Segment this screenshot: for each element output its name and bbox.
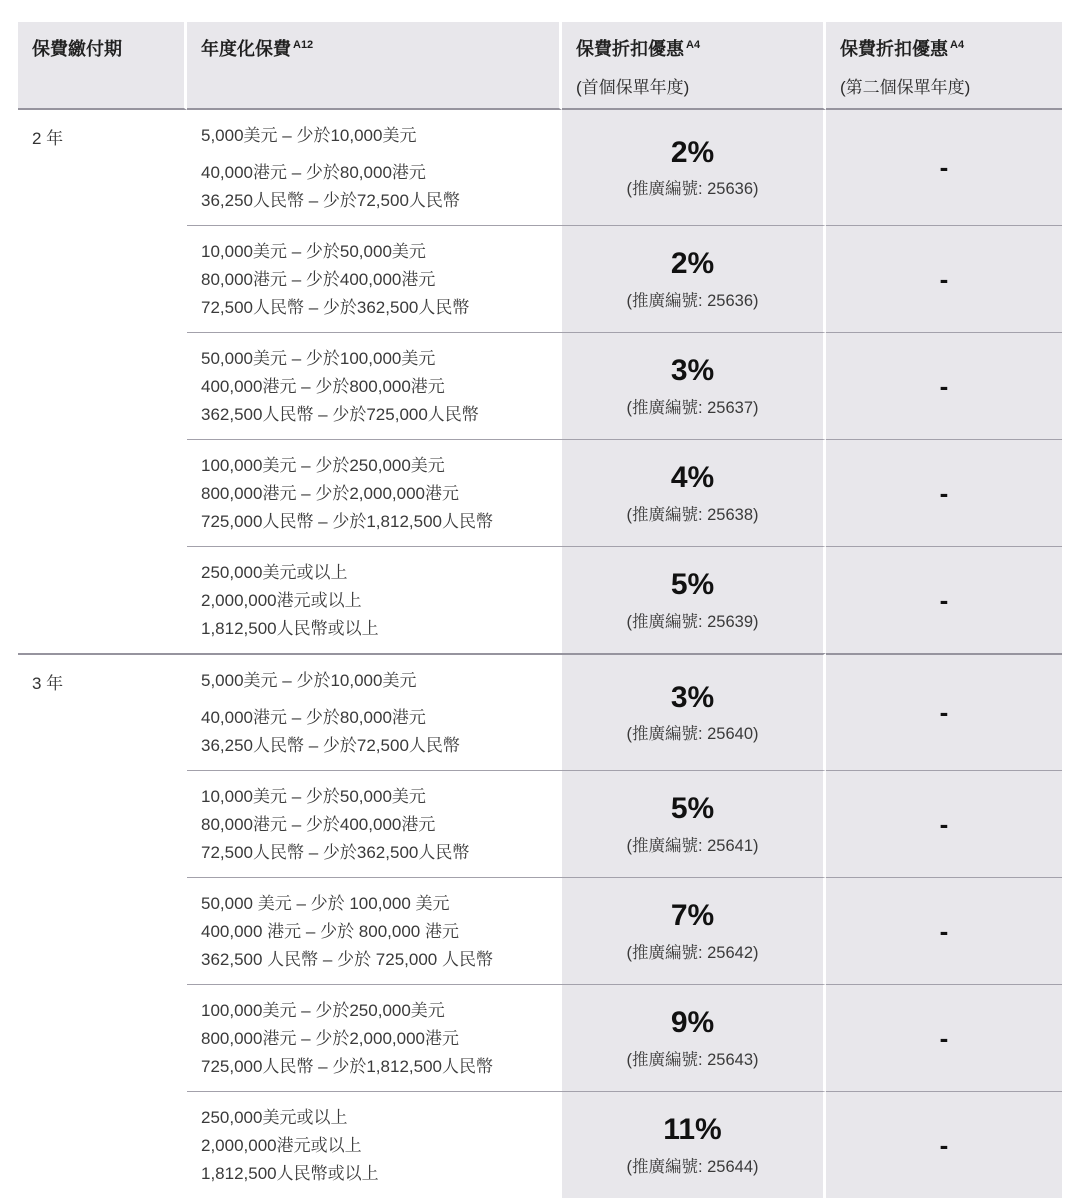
annualized-premium-cell <box>187 984 562 1091</box>
discount-percentage: 2% <box>670 135 715 169</box>
discount-percentage: 5% <box>670 792 715 826</box>
premium-range-line: 362,500人民幣 – 少於725,000人民幣 <box>201 405 479 424</box>
premium-range-line: 50,000美元 – 少於100,000美元 <box>201 349 436 368</box>
promo-code-label: (推廣編號: 25637) <box>626 398 759 417</box>
header-label <box>201 35 553 61</box>
premium-range-line: 250,000美元或以上 <box>201 1108 348 1127</box>
header-discount-second-year <box>826 22 1062 110</box>
second-year-discount-cell <box>826 770 1062 877</box>
discount-percentage: 5% <box>670 568 715 602</box>
first-year-discount-cell <box>562 653 826 770</box>
premium-range-line: 2,000,000港元或以上 <box>201 591 362 610</box>
first-year-discount-cell <box>562 770 826 877</box>
second-year-discount-cell <box>826 439 1062 546</box>
annualized-premium-cell <box>187 1091 562 1198</box>
discount-percentage: 7% <box>670 899 715 933</box>
no-discount-dash: - <box>939 584 949 615</box>
annualized-premium-cell <box>187 332 562 439</box>
annualized-premium-cell <box>187 653 562 770</box>
no-discount-dash: - <box>939 697 949 727</box>
discount-percentage: 3% <box>670 354 715 388</box>
annualized-premium-cell <box>187 439 562 546</box>
first-year-discount-cell <box>562 225 826 332</box>
premium-range-line: 40,000港元 – 少於80,000港元 <box>201 708 426 727</box>
premium-range-line: 80,000港元 – 少於400,000港元 <box>201 815 436 834</box>
annualized-premium-cell <box>187 110 562 225</box>
premium-range-line: 80,000港元 – 少於400,000港元 <box>201 270 436 289</box>
header-premium-payment-period <box>18 22 187 110</box>
header-sublabel: (第二個保單年度) <box>840 78 971 97</box>
footnote-ref-a4: A4 <box>686 39 701 51</box>
promo-code-label: (推廣編號: 25642) <box>626 943 759 962</box>
header-label <box>32 35 178 61</box>
first-year-discount-cell <box>562 332 826 439</box>
annualized-premium-cell <box>187 225 562 332</box>
first-year-discount-cell <box>562 546 826 653</box>
promo-code-label: (推廣編號: 25639) <box>626 612 759 631</box>
header-annualized-premium <box>187 22 562 110</box>
first-year-discount-cell <box>562 984 826 1091</box>
discount-percentage: 11% <box>663 1113 722 1147</box>
premium-payment-period-cell: 3 年 <box>18 653 187 1198</box>
premium-range-line: 725,000人民幣 – 少於1,812,500人民幣 <box>201 1057 493 1076</box>
no-discount-dash: - <box>939 263 949 294</box>
premium-range-line: 50,000 美元 – 少於 100,000 美元 <box>201 894 450 913</box>
premium-range-line: 72,500人民幣 – 少於362,500人民幣 <box>201 843 470 862</box>
no-discount-dash: - <box>939 1129 949 1160</box>
first-year-discount-cell <box>562 1091 826 1198</box>
premium-payment-period-cell: 2 年 <box>18 110 187 653</box>
promo-code-label: (推廣編號: 25641) <box>626 836 759 855</box>
premium-range-line: 400,000 港元 – 少於 800,000 港元 <box>201 922 459 941</box>
discount-percentage: 4% <box>670 461 715 495</box>
no-discount-dash: - <box>939 808 949 839</box>
premium-range-line: 5,000美元 – 少於10,000美元 <box>201 126 417 145</box>
header-label <box>576 35 817 61</box>
first-year-discount-cell <box>562 110 826 225</box>
second-year-discount-cell <box>826 546 1062 653</box>
no-discount-dash: - <box>939 152 949 182</box>
promo-code-label: (推廣編號: 25636) <box>626 291 759 310</box>
promo-code-label: (推廣編號: 25643) <box>626 1050 759 1069</box>
header-label-text: 保費折扣優惠 <box>840 39 948 59</box>
premium-range-line: 1,812,500人民幣或以上 <box>201 1164 379 1183</box>
premium-range-line: 725,000人民幣 – 少於1,812,500人民幣 <box>201 512 493 531</box>
second-year-discount-cell <box>826 1091 1062 1198</box>
table-row <box>18 110 1062 225</box>
promo-code-label: (推廣編號: 25644) <box>626 1157 759 1176</box>
header-label-text: 保費折扣優惠 <box>576 39 684 59</box>
premium-range-line: 72,500人民幣 – 少於362,500人民幣 <box>201 298 470 317</box>
annualized-premium-cell <box>187 546 562 653</box>
premium-range-line: 36,250人民幣 – 少於72,500人民幣 <box>201 736 460 755</box>
header-label-text: 年度化保費 <box>201 39 291 59</box>
premium-range-line: 2,000,000港元或以上 <box>201 1136 362 1155</box>
annualized-premium-cell <box>187 877 562 984</box>
no-discount-dash: - <box>939 477 949 508</box>
premium-range-line: 800,000港元 – 少於2,000,000港元 <box>201 484 459 503</box>
second-year-discount-cell <box>826 877 1062 984</box>
table-row <box>18 653 1062 770</box>
second-year-discount-cell <box>826 110 1062 225</box>
premium-discount-table <box>18 22 1062 1198</box>
premium-range-line: 40,000港元 – 少於80,000港元 <box>201 163 426 182</box>
premium-range-line: 800,000港元 – 少於2,000,000港元 <box>201 1029 459 1048</box>
second-year-discount-cell <box>826 653 1062 770</box>
header-label-text: 保費繳付期 <box>32 39 122 59</box>
table-header-row <box>18 22 1062 110</box>
header-sublabel: (首個保單年度) <box>576 78 690 97</box>
premium-range-line: 250,000美元或以上 <box>201 563 348 582</box>
table-body <box>18 110 1062 1198</box>
promo-code-label: (推廣編號: 25640) <box>626 725 759 744</box>
second-year-discount-cell <box>826 332 1062 439</box>
second-year-discount-cell <box>826 984 1062 1091</box>
discount-percentage: 9% <box>670 1006 715 1040</box>
no-discount-dash: - <box>939 370 949 401</box>
first-year-discount-cell <box>562 439 826 546</box>
discount-percentage: 2% <box>670 247 715 281</box>
annualized-premium-cell <box>187 770 562 877</box>
footnote-ref-a4: A4 <box>950 39 965 51</box>
footnote-ref-a12: A12 <box>293 39 314 51</box>
premium-range-line: 100,000美元 – 少於250,000美元 <box>201 1001 445 1020</box>
header-label <box>840 35 1056 61</box>
second-year-discount-cell <box>826 225 1062 332</box>
premium-range-line: 36,250人民幣 – 少於72,500人民幣 <box>201 191 460 210</box>
first-year-discount-cell <box>562 877 826 984</box>
promo-code-label: (推廣編號: 25638) <box>626 505 759 524</box>
premium-range-line: 100,000美元 – 少於250,000美元 <box>201 456 445 475</box>
premium-range-line: 10,000美元 – 少於50,000美元 <box>201 242 426 261</box>
no-discount-dash: - <box>939 915 949 946</box>
discount-percentage: 3% <box>670 680 715 714</box>
promo-code-label: (推廣編號: 25636) <box>626 180 759 199</box>
premium-range-line: 10,000美元 – 少於50,000美元 <box>201 787 426 806</box>
premium-range-line: 400,000港元 – 少於800,000港元 <box>201 377 445 396</box>
premium-range-line: 1,812,500人民幣或以上 <box>201 619 379 638</box>
premium-range-line: 362,500 人民幣 – 少於 725,000 人民幣 <box>201 950 493 969</box>
header-discount-first-year <box>562 22 826 110</box>
no-discount-dash: - <box>939 1022 949 1053</box>
premium-range-line: 5,000美元 – 少於10,000美元 <box>201 671 417 690</box>
